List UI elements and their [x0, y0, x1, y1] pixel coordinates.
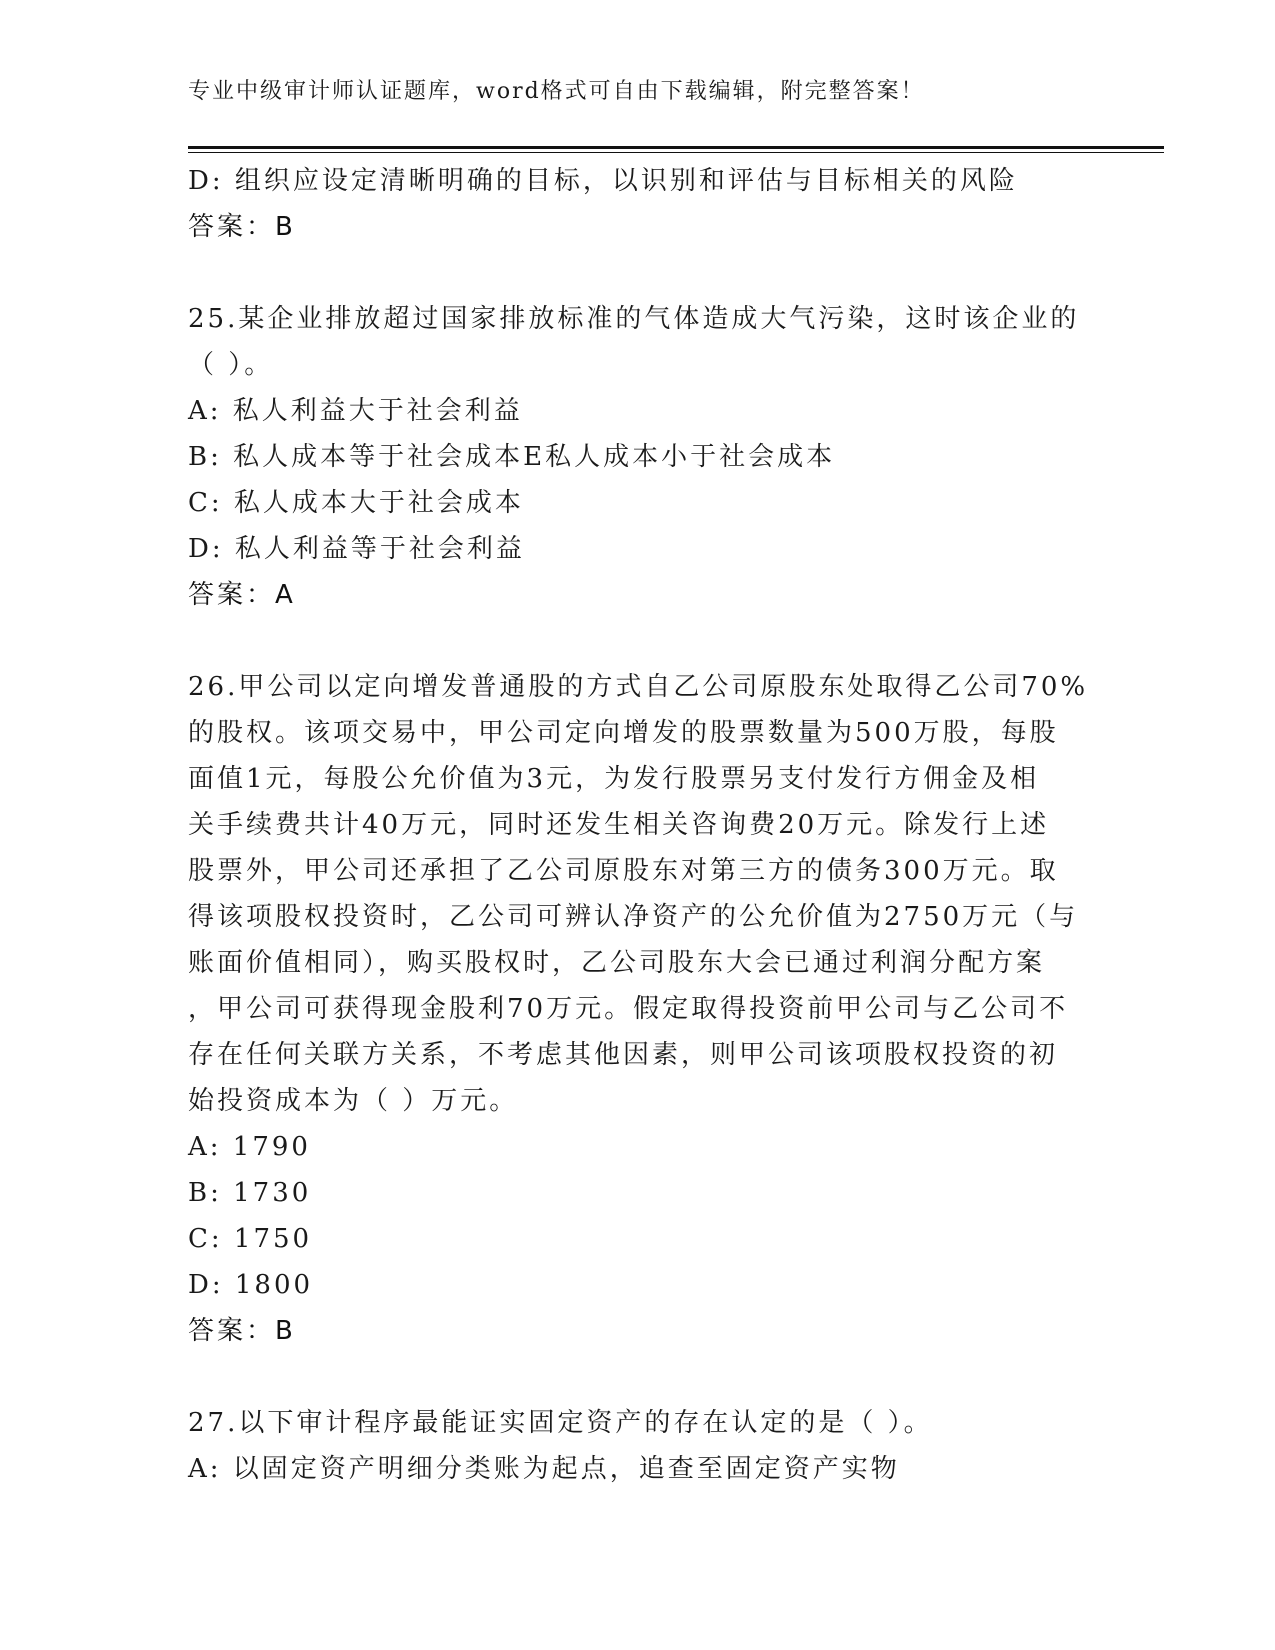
- question-block: [188, 296, 1088, 618]
- question-stem-line: 25.某企业排放超过国家排放标准的气体造成大气污染，这时该企业的: [188, 304, 1080, 334]
- option-line: D: 1800: [188, 1270, 314, 1300]
- option-line: C: 私人成本大于社会成本: [188, 488, 524, 518]
- header-rule-thin: [188, 152, 1164, 153]
- option-line: A: 1790: [188, 1132, 311, 1162]
- answer-line: 答案：A: [188, 580, 296, 610]
- question-stem-line: 27.以下审计程序最能证实固定资产的存在认定的是（ ）。: [188, 1408, 933, 1438]
- page-header: 专业中级审计师认证题库，word格式可自由下载编辑，附完整答案！: [188, 79, 925, 104]
- option-line: B: 1730: [188, 1178, 312, 1208]
- question-stem-line: 面值1元，每股公允价值为3元，为发行股票另支付发行方佣金及相: [188, 764, 1040, 794]
- option-line: A: 私人利益大于社会利益: [188, 396, 523, 426]
- question-stem-line: 的股权。该项交易中，甲公司定向增发的股票数量为500万股，每股: [188, 718, 1059, 748]
- question-stem-line: 始投资成本为（ ）万元。: [188, 1086, 519, 1116]
- answer-line: 答案：B: [188, 1316, 296, 1346]
- question-block: [188, 664, 1088, 1354]
- question-block: [188, 1400, 1088, 1492]
- question-stem-line: 存在任何关联方关系，不考虑其他因素，则甲公司该项股权投资的初: [188, 1040, 1059, 1070]
- question-stem-line: 关手续费共计40万元，同时还发生相关咨询费20万元。除发行上述: [188, 810, 1050, 840]
- header-rule: [188, 146, 1164, 149]
- question-stem-line: 股票外，甲公司还承担了乙公司原股东对第三方的债务300万元。取: [188, 856, 1059, 886]
- option-line: D: 私人利益等于社会利益: [188, 534, 525, 564]
- option-line: D: 组织应设定清晰明确的目标，以识别和评估与目标相关的风险: [188, 166, 1018, 196]
- option-line: B: 私人成本等于社会成本E私人成本小于社会成本: [188, 442, 836, 472]
- question-stem-line: 得该项股权投资时，乙公司可辨认净资产的公允价值为2750万元（与: [188, 902, 1079, 932]
- question-block: [188, 158, 1088, 250]
- question-stem-line: （ ）。: [188, 350, 274, 380]
- question-stem-line: 账面价值相同），购买股权时，乙公司股东大会已通过利润分配方案: [188, 948, 1046, 978]
- question-stem-line: 26.甲公司以定向增发普通股的方式自乙公司原股东处取得乙公司70%: [188, 672, 1089, 702]
- option-line: C: 1750: [188, 1224, 313, 1254]
- answer-line: 答案：B: [188, 212, 296, 242]
- option-line: A: 以固定资产明细分类账为起点，追查至固定资产实物: [188, 1454, 900, 1484]
- question-content: [188, 158, 1088, 1492]
- question-stem-line: ，甲公司可获得现金股利70万元。假定取得投资前甲公司与乙公司不: [188, 994, 1069, 1024]
